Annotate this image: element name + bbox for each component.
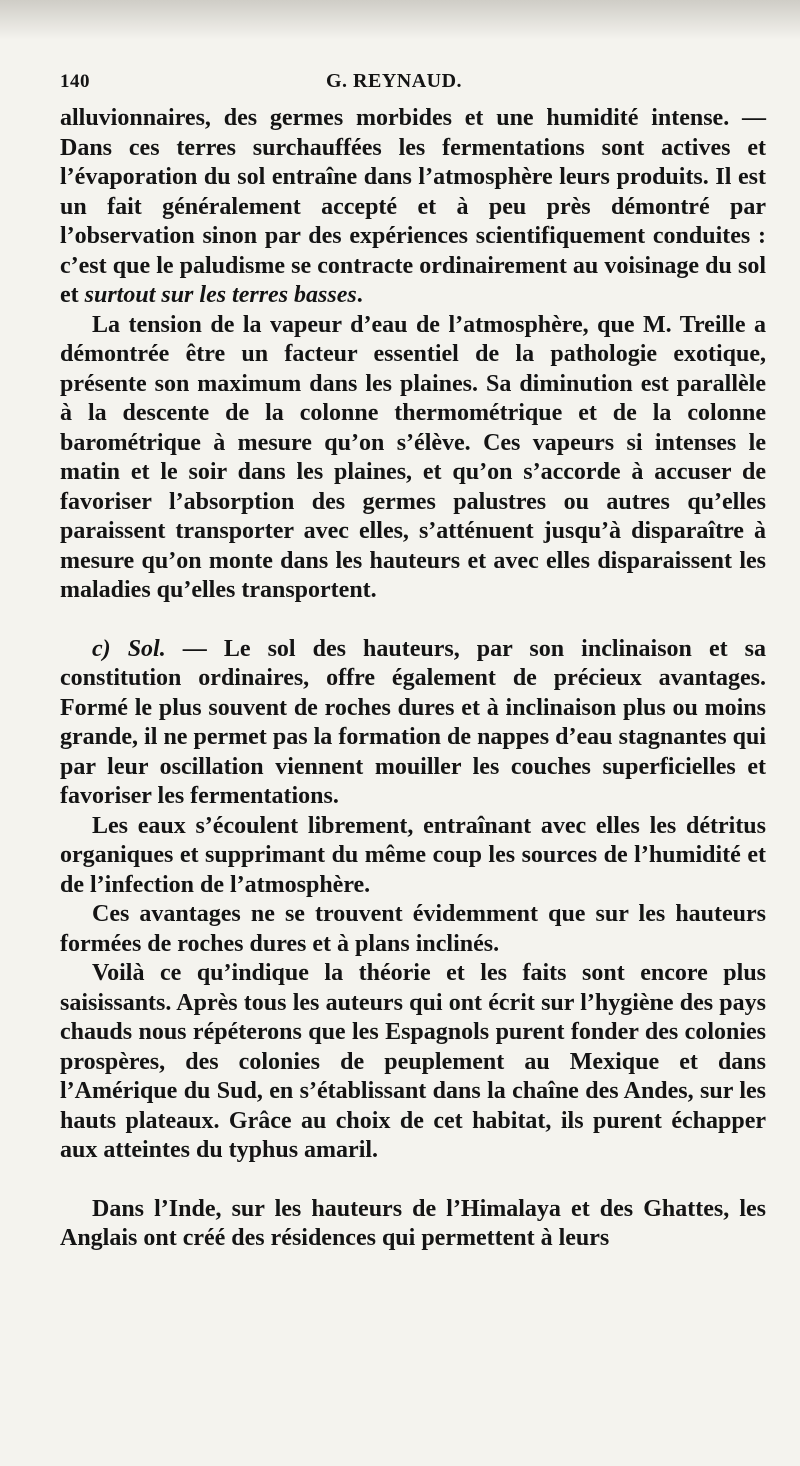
book-page [60,70,766,1254]
page-number: 140 [60,71,90,92]
paragraph-text: alluvionnaires, des germes morbides et une humidité intense. — Dans ces terres surchauffées les fermentations sont actives et l’évaporation du sol entraîne dans l’atmosphère leurs produits. Il est un fait généralement accepté et à peu près démontré par l’observation sinon par des expériences scientifiquement conduites : c’est que le paludisme se contracte ordinairement au voisinage du sol et [60,105,766,308]
section-label: c) Sol. [92,635,166,662]
paragraph-4 [60,812,766,901]
paragraph-6 [60,959,766,1166]
paragraph-5 [60,900,766,959]
paragraph-text: La tension de la vapeur d’eau de l’atmosphère, que M. Treille a démontrée être un facteur essentiel de la pathologie exotique, présente son maximum dans les plaines. Sa diminution est parallèle à la descente de la colonne thermométrique et de la colonne barométrique à mesure qu’on s’élève. Ces vapeurs si intenses le matin et le soir dans les plaines, et qu’on s’accorde à accuser de favoriser l’absorption des germes palustres ou autres qu’elles paraissent transporter avec elles, s’atténuent jusqu’à disparaître à mesure qu’on monte dans les hauteurs et avec elles disparaissent les maladies qu’elles transportent. [60,311,766,603]
scan-edge-shadow [0,0,800,40]
paragraph-text: Les eaux s’écoulent librement, entraînant avec elles les détritus organiques et supprimant du même coup les sources de l’humidité et de l’infection de l’atmosphère. [60,812,766,898]
paragraph-text: Voilà ce qu’indique la théorie et les faits sont encore plus saisissants. Après tous les auteurs qui ont écrit sur l’hygiène des pays chauds nous répéterons que les Espagnols purent fonder des colonies prospères, des colonies de peuplement au Mexique et dans l’Amérique du Sud, en s’établissant dans la chaîne des Andes, sur les hauts plateaux. Grâce au choix de cet habitat, ils purent échapper aux atteintes du typhus amaril. [60,960,766,1163]
paragraph-text: Ces avantages ne se trouvent évidemment que sur les hauteurs formées de roches dures et à plans inclinés. [60,901,766,957]
body-text [60,104,766,1254]
paragraph-1 [60,104,766,311]
paragraph-tail: . [356,282,363,308]
paragraph-2 [60,311,766,606]
paragraph-7 [60,1195,766,1254]
running-title: G. REYNAUD. [326,70,463,92]
paragraph-text: — Le sol des hauteurs, par son inclinaison et sa constitution ordinaires, offre également de précieux avantages. Formé le plus souvent de roches dures et à inclinaison plus ou moins grande, il ne permet pas la formation de nappes d’eau stagnantes qui par leur oscillation viennent mouiller les couches superficielles et favoriser les fermentations. [60,635,766,809]
emphasized-text: surtout sur les terres basses [84,282,357,308]
running-header [60,70,766,104]
paragraph-3 [60,635,766,812]
paragraph-text: Dans l’Inde, sur les hauteurs de l’Himalaya et des Ghattes, les Anglais ont créé des résidences qui permettent à leurs [60,1195,766,1251]
